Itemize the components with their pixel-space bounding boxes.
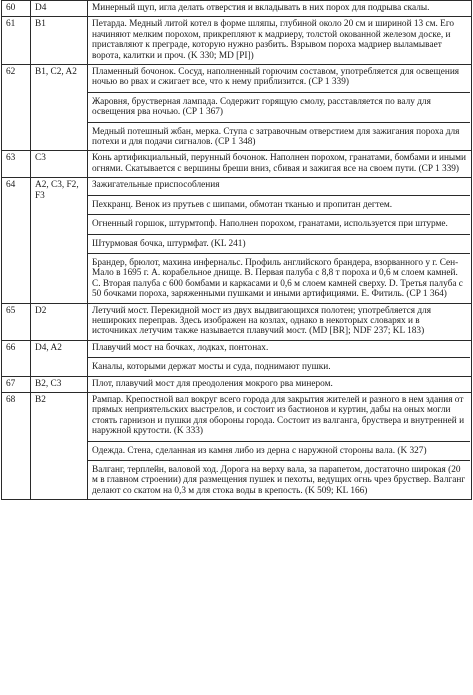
description-entry: Штурмовая бочка, штурмфат. (KL 241) — [87, 234, 470, 249]
description-cell — [88, 178, 472, 303]
table-row — [2, 303, 472, 340]
table-row — [2, 376, 472, 392]
figure-number-cell: 66 — [2, 340, 31, 376]
grid-reference-cell: C3 — [31, 151, 88, 178]
table-row — [2, 340, 472, 376]
table-row — [2, 65, 472, 151]
glossary-table-body — [2, 1, 472, 500]
grid-reference-cell: A2, C3, F2, F3 — [31, 178, 88, 303]
description-entry: Каналы, которыми держат мосты и суда, поднимают пушки. — [87, 357, 470, 372]
grid-reference-cell: B2 — [31, 392, 88, 499]
grid-reference-cell: B2, C3 — [31, 376, 88, 392]
description-entry: Летучий мост. Перекидной мост из двух выдвигающихся полотен; употребляется для нешироких переправ. Здесь изображен на козлах, однако в некоторых словарях и в источниках летучим также называется плавучий мост. (MD [BR]; NDF 237; KL 183) — [92, 305, 432, 337]
description-entry: Зажигательные приспособления — [92, 180, 220, 191]
figure-number-cell: 61 — [2, 17, 31, 65]
grid-reference-cell: B1, C2, A2 — [31, 65, 88, 151]
grid-reference-cell: D2 — [31, 303, 88, 340]
description-entry: Конь артификциальный, перунный бочонок. Наполнен порохом, гранатами, бомбами и иными огнями. Скатывается с вершины бреши вниз, сбивая и зажигая все на своем пути. (CP 1 339) — [92, 153, 467, 174]
description-entry: Валганг, терплейн, валовой ход. Дорога на верху вала, за парапетом, достаточно широкая (20 м в главном строении) для размещения пушек и пехоты, ведущих огнь чрез бруствер. Валганг делают со скатом на 0,3 м для стока воды в крепость. (K 509; KL 166) — [87, 460, 470, 496]
description-entry: Плот, плавучий мост для преодоления мокрого рва минером. — [92, 378, 333, 389]
table-row — [2, 392, 472, 499]
description-entry: Жаровня, брустверная лампада. Содержит горящую смолу, расставляется по валу для освещения рва ночью. (CP 1 367) — [87, 92, 470, 118]
table-row — [2, 178, 472, 303]
description-entry: Пехкранц. Венок из прутьев с шипами, обмотан тканью и пропитан дегтем. — [87, 195, 470, 210]
figure-number-cell: 67 — [2, 376, 31, 392]
description-entry: Плавучий мост на бочках, лодках, понтонах. — [92, 342, 269, 353]
description-cell — [88, 340, 472, 376]
description-cell — [88, 303, 472, 340]
figure-number-cell: 68 — [2, 392, 31, 499]
table-row — [2, 17, 472, 65]
description-entry: Минерный щуп, игла делать отверстия и вкладывать в них порох для подрыва скалы. — [92, 3, 430, 13]
description-cell — [88, 1, 472, 17]
description-entry: Брандер, брюлот, махина инфернальс. Профиль английского брандера, взорванного у г. Сен-Мало в 1695 г. A. корабельное днище. B. Первая палуба с 8,8 т пороха и 0,6 м слоем камней. C. Вторая палуба с 600 бомбами и каркасами и 0,6 м слоем камней сверху. D. Третья палуба с 50 бочками пороха, заряженными пушками и иными артифициями. E. Фитиль. (CP 1 364) — [87, 253, 470, 300]
table-row — [2, 151, 472, 178]
description-cell — [88, 376, 472, 392]
description-cell — [88, 17, 472, 65]
grid-reference-cell: D4 — [31, 1, 88, 17]
figure-number-cell: 63 — [2, 151, 31, 178]
description-cell — [88, 65, 472, 151]
grid-reference-cell: D4, A2 — [31, 340, 88, 376]
grid-reference-cell: B1 — [31, 17, 88, 65]
table-row — [2, 1, 472, 17]
description-entry: Рампар. Крепостной вал вокруг всего города для закрытия жителей и разного в нем здания от прямых неприятельских выстрелов, и состоит из бастионов и куртин, дабы на оных могли стоять гарнизон и пушки для обороны города. Состоит из валганга, бруствера и внутренней и наружной крутости. (K 333) — [92, 394, 465, 437]
description-entry: Огненный горшок, штурмтопф. Наполнен порохом, гранатами, используется при штурме. — [87, 214, 470, 229]
description-cell — [88, 392, 472, 499]
figure-number-cell: 60 — [2, 1, 31, 17]
description-entry: Пламенный бочонок. Сосуд, наполненный горючим составом, употребляется для освещения ночью во рвах и сжигает все, что к нему приблизится. (CP 1 339) — [92, 67, 460, 88]
description-entry: Одежда. Стена, сделанная из камня либо из дерна с наружной стороны вала. (K 327) — [87, 441, 470, 456]
figure-number-cell: 62 — [2, 65, 31, 151]
glossary-table — [1, 0, 472, 500]
description-entry: Петарда. Медный литой котел в форме шляпы, глубиной около 20 см и шириной 13 см. Его начиняют мелким порохом, прикрепляют к мадриеру, толстой окованной железом доске, и приставляют к преграде, которую нужно разбить. Взрывом порохa мадриер выламывает ворота, калитки и проч. (K 330; MD [PI]) — [92, 19, 455, 61]
description-entry: Медный потешный жбан, мерка. Ступа с затравочным отверстием для зажигания пороха для потехи и для подачи сигналов. (CP 1 348) — [87, 122, 470, 148]
figure-number-cell: 65 — [2, 303, 31, 340]
figure-number-cell: 64 — [2, 178, 31, 303]
description-cell — [88, 151, 472, 178]
